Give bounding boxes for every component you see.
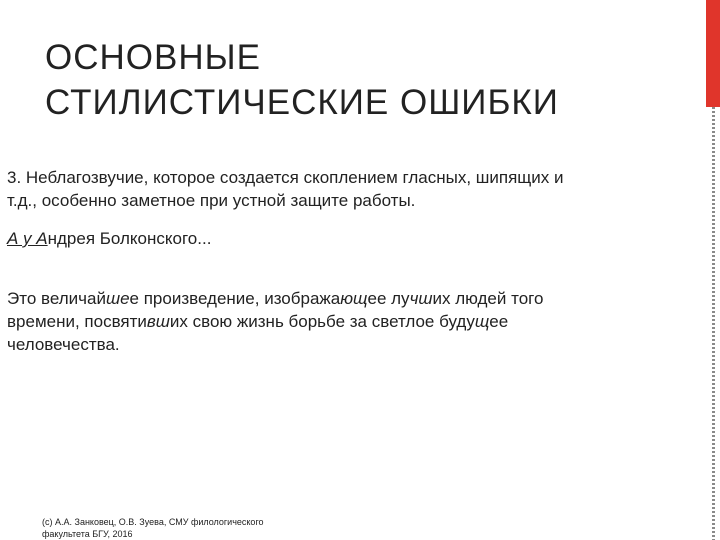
- example-1: [7, 227, 211, 250]
- accent-bar: [706, 0, 720, 107]
- example-2-text: их свою жизнь борьбе за светлое буду: [169, 312, 475, 331]
- example-2-highlight: щ: [474, 312, 490, 331]
- example-2: [7, 287, 543, 356]
- slide-title: [45, 35, 695, 125]
- footer-line-2: факультета БГУ, 2016: [42, 529, 133, 539]
- example-2-line-3: человечества.: [7, 335, 120, 354]
- example-1-highlight: А у А: [7, 229, 48, 248]
- example-2-text: их людей того: [432, 289, 544, 308]
- example-2-text: времени, посвяти: [7, 312, 147, 331]
- example-1-rest: ндрея Болконского...: [47, 229, 212, 248]
- point-line-2: т.д., особенно заметное при устной защите работы.: [7, 191, 416, 210]
- slide-title-line-2: СТИЛИСТИЧЕСКИЕ ОШИБКИ: [45, 83, 559, 122]
- side-rule: [712, 107, 715, 540]
- example-2-line-1: [7, 287, 543, 310]
- example-2-text: Это величай: [7, 289, 106, 308]
- point-paragraph: [7, 166, 564, 212]
- footer-line-1: (с) А.А. Занковец, О.В. Зуева, СМУ филологического: [42, 517, 264, 527]
- example-2-line-2: [7, 310, 543, 333]
- example-2-text: ее: [489, 312, 509, 331]
- example-2-text: е произведение, изобража: [129, 289, 341, 308]
- example-2-text: ее лу: [367, 289, 410, 308]
- point-line-1: 3. Неблагозвучие, которое создается скоплением гласных, шипящих и: [7, 168, 564, 187]
- example-2-highlight: ющ: [340, 289, 368, 308]
- example-2-highlight: вш: [146, 312, 170, 331]
- slide-title-line-1: ОСНОВНЫЕ: [45, 38, 261, 77]
- example-2-highlight: ше: [105, 289, 130, 308]
- example-2-highlight: чш: [409, 289, 433, 308]
- slide-footer: [42, 516, 312, 540]
